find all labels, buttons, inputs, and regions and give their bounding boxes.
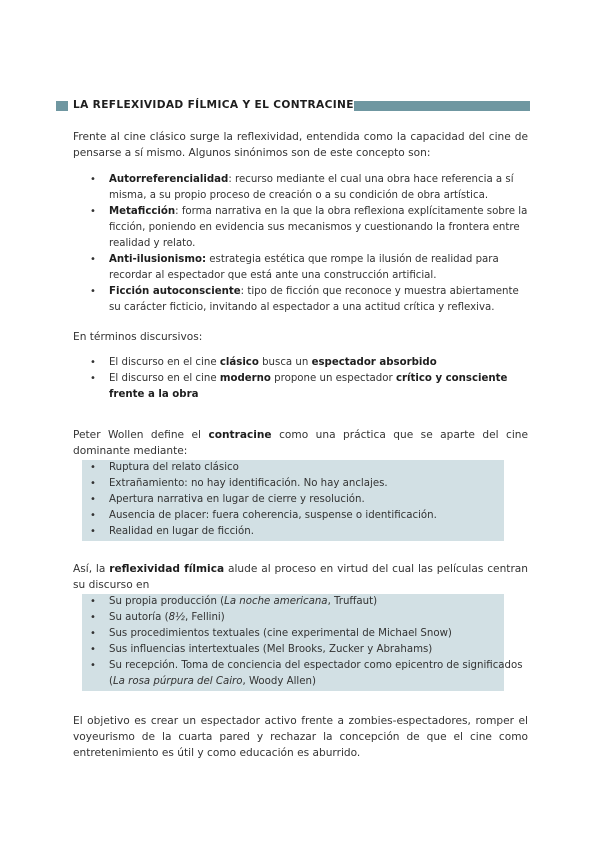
emphasis: espectador absorbido: [311, 357, 437, 368]
emphasis: crítico y consciente frente a la obra: [109, 373, 508, 400]
emphasis: contracine: [208, 428, 272, 441]
text-part: , Truffaut): [327, 596, 378, 607]
synonym-desc: : forma narrativa en la que la obra reflexiona explícitamente sobre la ficción, poniendo en evidencia sus mecanismos y cuestionando la frontera entre realidad y relato.: [109, 206, 528, 249]
text-part: busca un: [258, 357, 312, 368]
heading-title: LA REFLEXIVIDAD FÍLMICA Y EL CONTRACINE: [73, 99, 354, 111]
list-item: [73, 252, 528, 284]
list-item: [73, 594, 528, 610]
list-item: [73, 172, 528, 204]
emphasis: moderno: [219, 373, 271, 384]
list-item: • Realidad en lugar de ficción.: [73, 524, 528, 540]
synonym-term: Metaficción: [109, 206, 176, 217]
text-part: Así, la: [73, 562, 110, 575]
text-part: , Woody Allen): [242, 676, 316, 687]
list-item: • Apertura narrativa en lugar de cierre y resolución.: [73, 492, 528, 508]
text-part: Sus procedimientos textuales (cine experimental de Michael Snow): [109, 628, 452, 639]
list-item: • Ruptura del relato clásico: [73, 460, 528, 476]
heading-accent-bar-right: [354, 101, 530, 111]
synonym-term: Ficción autoconsciente: [109, 286, 241, 297]
film-title: 8½: [168, 612, 185, 623]
list-item: [73, 626, 528, 642]
conclusion-paragraph: El objetivo es crear un espectador activo frente a zombies-espectadores, romper el voyeurismo de la cuarta pared y rechazar la concepción de que el cine como entretenimiento es útil y como educación es aburrido.: [73, 714, 528, 759]
synonym-desc: estrategia estética que rompe la ilusión de realidad para recordar al espectador que está ante una construcción artificial.: [109, 254, 499, 281]
list-item: [73, 642, 528, 658]
discursive-intro: En términos discursivos:: [73, 330, 203, 343]
text-part: Su autoría (: [109, 612, 169, 623]
text-part: , Fellini): [184, 612, 225, 623]
wollen-paragraph: [73, 427, 528, 459]
list-item: [73, 355, 528, 371]
text-part: El discurso en el cine: [109, 357, 220, 368]
text-part: Su propia producción (: [109, 596, 225, 607]
synonym-desc: : tipo de ficción que reconoce y muestra abiertamente su carácter ficticio, invitando al espectador a una actitud crítica y reflexiva.: [109, 286, 519, 313]
text-part: Sus influencias intertextuales (Mel Brooks, Zucker y Abrahams): [109, 644, 433, 655]
film-title: La noche americana: [224, 596, 328, 607]
text-part: Peter Wollen define el: [73, 428, 209, 441]
synonyms-list: [73, 172, 528, 316]
list-item: • Extrañamiento: no hay identificación. No hay anclajes.: [73, 476, 528, 492]
emphasis: clásico: [219, 357, 259, 368]
list-item: [73, 610, 528, 626]
list-item: [73, 284, 528, 316]
heading-accent-bar-left: [56, 101, 68, 111]
film-title: La rosa púrpura del Cairo: [112, 676, 243, 687]
text-part: como una práctica que se aparte del cine dominante mediante:: [73, 428, 528, 457]
text-part: El discurso en el cine: [109, 373, 220, 384]
section-heading: [56, 101, 530, 114]
discursive-list: [73, 355, 528, 403]
synonym-desc: : recurso mediante el cual una obra hace referencia a sí misma, a su propio proceso de creación o a su condición de obra artística.: [109, 174, 514, 201]
list-item: • Ausencia de placer: fuera coherencia, suspense o identificación.: [73, 508, 528, 524]
emphasis: reflexividad fílmica: [109, 562, 225, 575]
focus-list: [73, 594, 528, 690]
synonym-term: Autorreferencialidad: [109, 174, 229, 185]
text-part: alude al proceso en virtud del cual las películas centran su discurso en: [73, 562, 529, 591]
list-item: [73, 204, 528, 252]
intro-paragraph: Frente al cine clásico surge la reflexividad, entendida como la capacidad del cine de pensarse a sí mismo. Algunos sinónimos son de este concepto son:: [73, 130, 528, 159]
contracine-list: [73, 460, 528, 540]
reflexivity-paragraph: [73, 561, 528, 593]
text-part: propone un espectador: [270, 373, 396, 384]
list-item: [73, 371, 528, 403]
text-part: Su recepción. Toma de conciencia del espectador como epicentro de significados (: [109, 660, 523, 687]
synonym-term: Anti-ilusionismo:: [109, 254, 207, 265]
list-item: [73, 658, 528, 690]
